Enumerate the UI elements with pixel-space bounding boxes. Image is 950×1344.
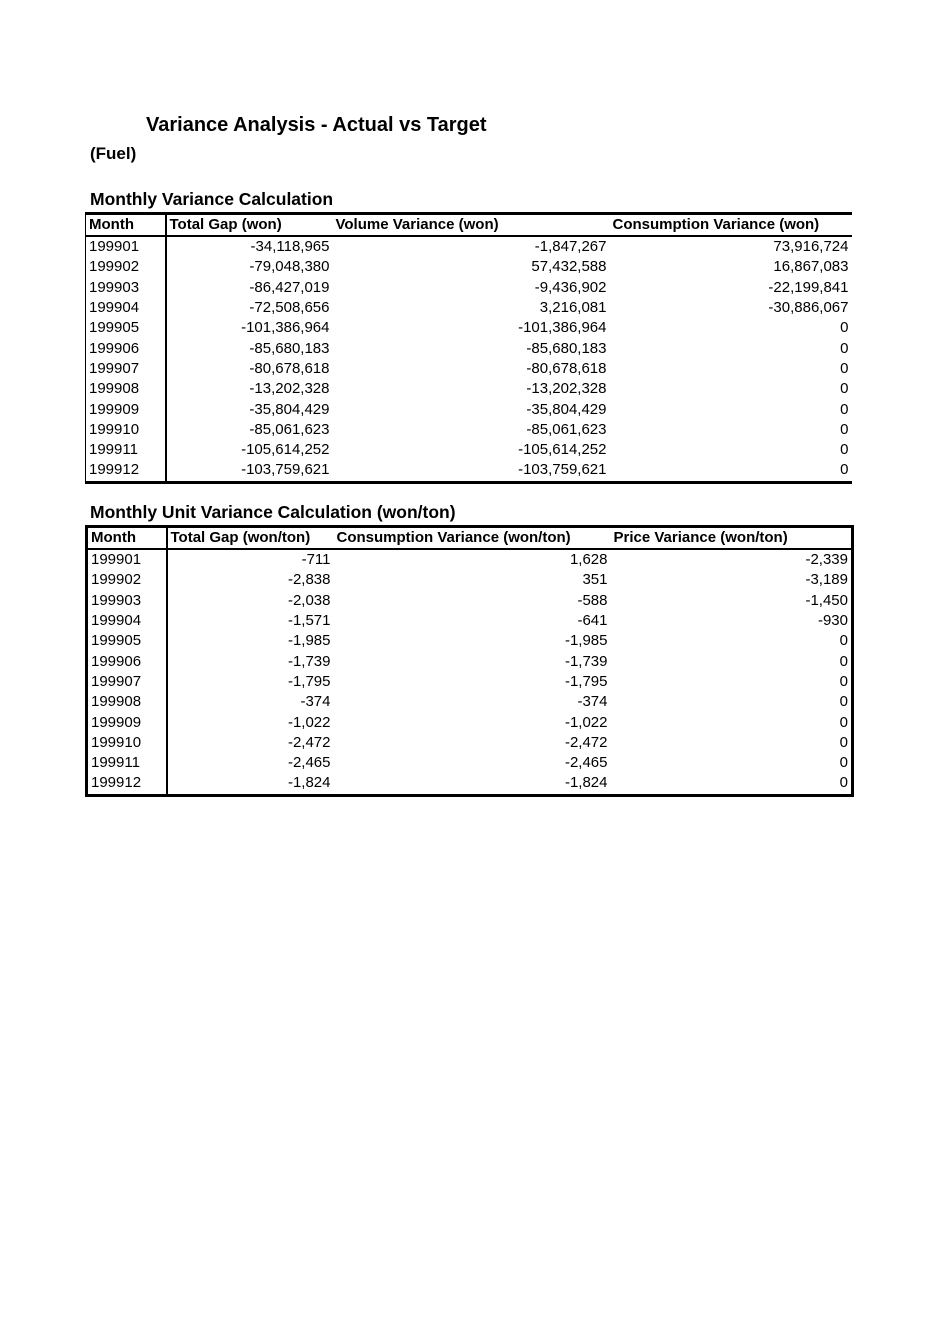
table-row <box>86 318 852 338</box>
cell-value: -2,038 <box>287 591 331 609</box>
table-row <box>87 549 853 570</box>
cell-value: 0 <box>840 420 849 438</box>
cell-value: 0 <box>840 441 849 459</box>
column-header-consumption-variance: Consumption Variance (won/ton) <box>334 527 611 550</box>
cell-month: 199909 <box>87 712 167 732</box>
cell-value: -1,571 <box>287 612 331 630</box>
cell-value: -72,508,656 <box>249 299 330 317</box>
cell-month: 199905 <box>87 631 167 651</box>
cell-value: -711 <box>301 551 331 569</box>
cell-month: 199905 <box>86 318 166 338</box>
cell-value: -35,804,429 <box>249 400 330 418</box>
table-row <box>86 379 852 399</box>
section-title-unit-variance: Monthly Unit Variance Calculation (won/ton) <box>90 502 456 522</box>
cell-value: 351 <box>582 571 608 589</box>
column-header-month: Month <box>87 527 167 550</box>
cell-value: -1,824 <box>564 774 608 792</box>
table-row <box>87 753 853 773</box>
cell-value: -2,838 <box>287 571 331 589</box>
cell-value: -101,386,964 <box>241 319 330 337</box>
cell-value: -1,985 <box>287 632 331 650</box>
cell-value: -80,678,618 <box>249 359 330 377</box>
cell-value: -1,824 <box>287 774 331 792</box>
cell-value: 0 <box>840 319 849 337</box>
cell-value: -85,680,183 <box>249 339 330 357</box>
cell-value: -930 <box>817 612 848 630</box>
cell-value: -1,739 <box>287 652 331 670</box>
cell-value: 0 <box>840 461 849 479</box>
cell-value: -30,886,067 <box>768 299 849 317</box>
column-header-price-variance: Price Variance (won/ton) <box>611 527 853 550</box>
cell-value: -80,678,618 <box>526 359 607 377</box>
cell-value: -2,472 <box>287 733 331 751</box>
cell-value: -101,386,964 <box>518 319 607 337</box>
cell-value: 16,867,083 <box>773 258 849 276</box>
cell-month: 199902 <box>86 257 166 277</box>
cell-value: 0 <box>839 672 848 690</box>
cell-value: -22,199,841 <box>768 278 849 296</box>
table-row <box>87 692 853 712</box>
cell-value: -9,436,902 <box>534 278 607 296</box>
cell-value: -641 <box>577 612 608 630</box>
cell-month: 199901 <box>87 549 167 570</box>
cell-value: 0 <box>839 652 848 670</box>
table-row <box>86 440 852 460</box>
cell-value: -13,202,328 <box>526 380 607 398</box>
table-row <box>87 773 853 795</box>
cell-value: 0 <box>839 733 848 751</box>
table-row <box>86 278 852 298</box>
table-row <box>86 420 852 440</box>
cell-month: 199911 <box>86 440 166 460</box>
cell-month: 199901 <box>86 236 166 257</box>
cell-month: 199904 <box>86 298 166 318</box>
cell-month: 199904 <box>87 611 167 631</box>
cell-value: -79,048,380 <box>249 258 330 276</box>
cell-month: 199902 <box>87 570 167 590</box>
cell-value: 0 <box>840 400 849 418</box>
cell-value: -13,202,328 <box>249 380 330 398</box>
table-row <box>86 236 852 257</box>
cell-value: -34,118,965 <box>250 238 330 256</box>
cell-month: 199903 <box>87 591 167 611</box>
table-row <box>86 298 852 318</box>
column-header-total-gap: Total Gap (won/ton) <box>167 527 334 550</box>
cell-month: 199910 <box>87 733 167 753</box>
section-title-monthly-variance: Monthly Variance Calculation <box>90 189 334 209</box>
table-row <box>87 611 853 631</box>
cell-value: 0 <box>839 632 848 650</box>
cell-month: 199911 <box>87 753 167 773</box>
table-header-row <box>86 214 852 237</box>
cell-value: -3,189 <box>805 571 848 589</box>
table-row <box>86 399 852 419</box>
cell-value: -1,450 <box>805 591 848 609</box>
cell-value: -85,061,623 <box>526 420 607 438</box>
cell-value: -105,614,252 <box>241 441 330 459</box>
cell-value: -1,022 <box>287 713 331 731</box>
table-row <box>87 570 853 590</box>
cell-value: -86,427,019 <box>249 278 330 296</box>
cell-value: 57,432,588 <box>531 258 607 276</box>
cell-value: -588 <box>577 591 608 609</box>
cell-value: -2,339 <box>805 551 848 569</box>
cell-value: 0 <box>839 693 848 711</box>
cell-value: -1,847,267 <box>534 238 607 256</box>
cell-value: -374 <box>577 693 608 711</box>
cell-value: 0 <box>839 713 848 731</box>
table-row <box>87 651 853 671</box>
table-row <box>86 460 852 482</box>
cell-value: -374 <box>300 693 331 711</box>
cell-value: 1,628 <box>569 551 608 569</box>
cell-value: 0 <box>840 339 849 357</box>
cell-month: 199906 <box>87 651 167 671</box>
cell-month: 199912 <box>87 773 167 795</box>
cell-value: -1,795 <box>287 672 331 690</box>
table-row <box>86 257 852 277</box>
cell-value: -1,795 <box>564 672 608 690</box>
cell-value: 0 <box>839 774 848 792</box>
table-row <box>87 712 853 732</box>
cell-month: 199908 <box>87 692 167 712</box>
table-row <box>86 359 852 379</box>
table-row <box>86 338 852 358</box>
cell-month: 199907 <box>86 359 166 379</box>
unit-variance-table <box>85 525 854 797</box>
cell-month: 199910 <box>86 420 166 440</box>
cell-value: -105,614,252 <box>518 441 607 459</box>
cell-value: 73,916,724 <box>773 238 849 256</box>
cell-value: -1,022 <box>564 713 608 731</box>
cell-value: 3,216,081 <box>539 299 607 317</box>
cell-value: -1,739 <box>564 652 608 670</box>
cell-value: 0 <box>840 359 849 377</box>
cell-value: 0 <box>840 380 849 398</box>
table-row <box>87 733 853 753</box>
cell-value: -85,680,183 <box>526 339 607 357</box>
column-header-total-gap: Total Gap (won) <box>166 214 333 237</box>
column-header-volume-variance: Volume Variance (won) <box>333 214 610 237</box>
page-title: Variance Analysis - Actual vs Target <box>146 114 487 136</box>
cell-value: -85,061,623 <box>249 420 330 438</box>
page-subtitle: (Fuel) <box>90 144 137 163</box>
cell-value: -103,759,621 <box>241 461 330 479</box>
column-header-month: Month <box>86 214 166 237</box>
cell-month: 199909 <box>86 399 166 419</box>
cell-value: -2,465 <box>287 754 331 772</box>
cell-value: -2,472 <box>564 733 608 751</box>
cell-value: -1,985 <box>564 632 608 650</box>
cell-month: 199912 <box>86 460 166 482</box>
table-row <box>87 591 853 611</box>
cell-value: -2,465 <box>564 754 608 772</box>
cell-month: 199907 <box>87 672 167 692</box>
cell-month: 199903 <box>86 278 166 298</box>
cell-month: 199908 <box>86 379 166 399</box>
monthly-variance-table <box>85 212 852 484</box>
cell-value: 0 <box>839 754 848 772</box>
cell-value: -35,804,429 <box>526 400 607 418</box>
table-row <box>87 672 853 692</box>
cell-month: 199906 <box>86 338 166 358</box>
cell-value: -103,759,621 <box>518 461 607 479</box>
table-row <box>87 631 853 651</box>
table-header-row <box>87 527 853 550</box>
column-header-consumption-variance: Consumption Variance (won) <box>610 214 852 237</box>
